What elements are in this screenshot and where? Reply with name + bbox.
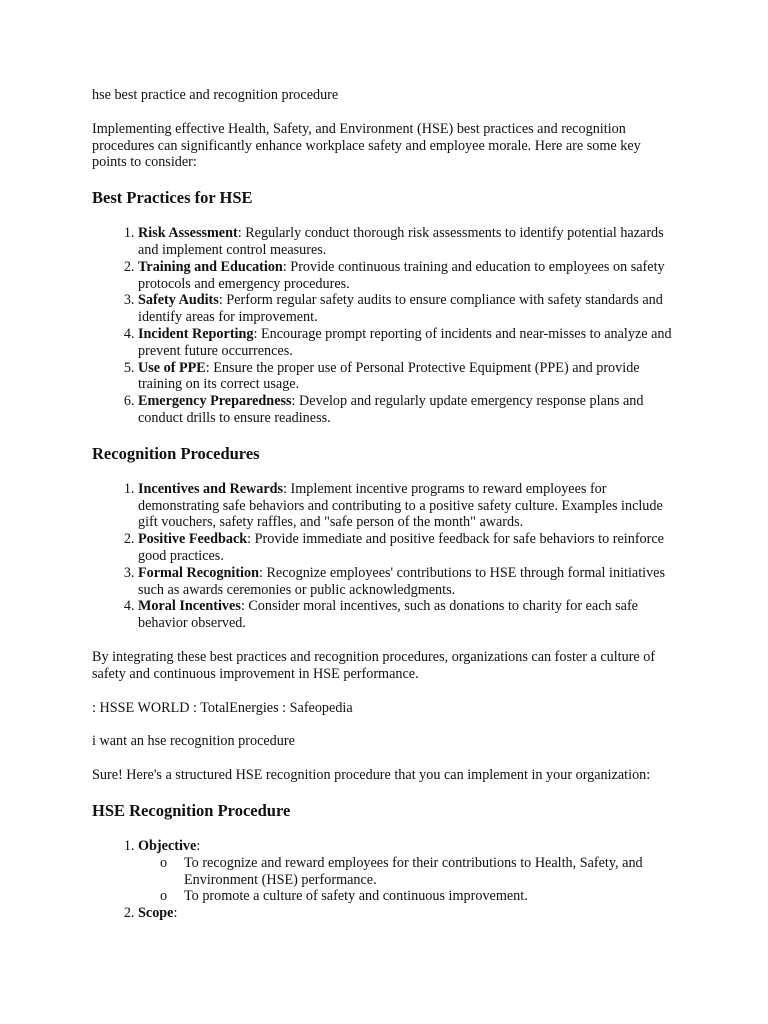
sub-list-item: o To recognize and reward employees for their contributions to Health, Safety, and Environment (HSE) performance. [160, 855, 678, 889]
best-practices-heading: Best Practices for HSE [92, 188, 253, 208]
list-item-term: Emergency Preparedness [138, 393, 292, 410]
list-item [138, 838, 678, 905]
list-item [138, 259, 678, 293]
list-item [138, 905, 678, 922]
best-practices-list [92, 225, 678, 427]
list-item-term: Positive Feedback [138, 531, 248, 548]
procedure-list [92, 838, 678, 922]
list-item-text: : Provide continuous training and education to employees on safety protocols and emergency procedures. [138, 258, 665, 292]
list-item-text: : Develop and regularly update emergency response plans and conduct drills to ensure readiness. [138, 393, 644, 426]
list-item-term: Formal Recognition [138, 564, 259, 581]
list-item [138, 326, 678, 360]
list-item-term: Scope [138, 905, 174, 922]
list-item-text: : Encourage prompt reporting of incidents and near-misses to analyze and prevent future occurrences. [138, 325, 672, 359]
user-request: i want an hse recognition procedure [92, 733, 295, 750]
list-item-text: : Ensure the proper use of Personal Protective Equipment (PPE) and provide training on its correct usage. [138, 359, 640, 393]
sub-list-item: o To promote a culture of safety and continuous improvement. [160, 888, 678, 905]
recognition-list [92, 481, 678, 632]
list-item-term: Training and Education [138, 258, 283, 275]
procedure-heading: HSE Recognition Procedure [92, 800, 291, 820]
list-item-term: Moral Incentives [138, 598, 241, 615]
list-item-text: : Implement incentive programs to reward employees for demonstrating safe behaviors and contributing to a positive safety culture. Examples include gift vouchers, safety raffles, and "safe person of the month" awards. [138, 480, 663, 531]
list-item-text: : [196, 837, 201, 854]
list-item [138, 565, 678, 599]
recognition-heading: Recognition Procedures [92, 443, 260, 463]
list-item [138, 481, 678, 531]
list-item-text: : [173, 905, 178, 922]
list-item [138, 225, 678, 259]
response-intro: Sure! Here's a structured HSE recognition procedure that you can implement in your organization: [92, 767, 651, 784]
list-item [138, 393, 678, 427]
list-item-term: Incentives and Rewards [138, 480, 284, 497]
list-item-term: Incident Reporting [138, 325, 254, 342]
list-item-text: : Provide immediate and positive feedback for safe behaviors to reinforce good practices. [138, 531, 664, 564]
list-item [138, 360, 678, 394]
list-item [138, 292, 678, 326]
title-line: hse best practice and recognition procedure [92, 87, 339, 103]
list-item-term: Risk Assessment [138, 225, 238, 242]
sub-list [138, 855, 678, 905]
sources-line: : HSSE WORLD : TotalEnergies : Safeopedia [92, 699, 353, 716]
list-item [138, 531, 678, 565]
list-item-text: : Recognize employees' contributions to HSE through formal initiatives such as awards ceremonies or public acknowledgments. [138, 564, 666, 598]
list-item-term: Objective [138, 837, 197, 854]
conclusion-paragraph: By integrating these best practices and recognition procedures, organizations can foster a culture of safety and continuous improvement in HSE performance. [92, 648, 656, 682]
list-item-term: Safety Audits [138, 292, 219, 309]
list-item-text: : Regularly conduct thorough risk assessments to identify potential hazards and implement control measures. [138, 225, 664, 258]
list-item-text: : Consider moral incentives, such as donations to charity for each safe behavior observed. [138, 598, 638, 632]
list-item [138, 598, 678, 632]
list-item-term: Use of PPE [138, 359, 206, 376]
list-item-text: : Perform regular safety audits to ensure compliance with safety standards and identify areas for improvement. [138, 292, 663, 326]
intro-paragraph: Implementing effective Health, Safety, and Environment (HSE) best practices and recognition procedures can significantly enhance workplace safety and employee morale. Here are some key points to consider: [92, 120, 641, 171]
